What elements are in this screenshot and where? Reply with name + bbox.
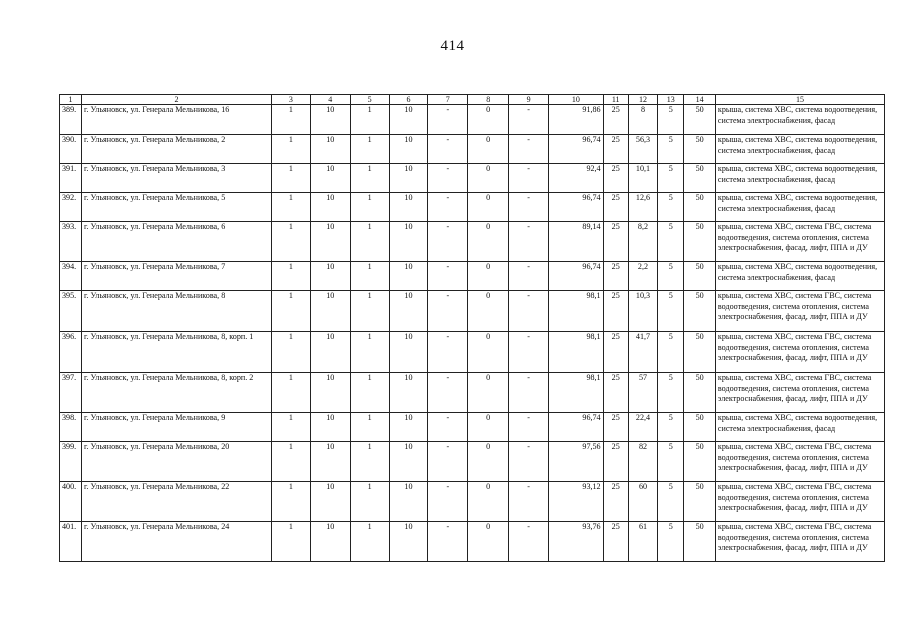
value-cell: 1 (272, 413, 311, 442)
value-cell: 93,12 (549, 482, 604, 522)
table-row (60, 332, 885, 373)
works-list-cell: крыша, система ХВС, система ГВС, система водоотведения, система отопления, система электроснабжения, фасад, лифт, ППА и ДУ (715, 291, 884, 332)
row-number: 397. (60, 373, 82, 413)
value-cell: 91,86 (549, 105, 604, 135)
value-cell: - (428, 373, 468, 413)
value-cell: 96,74 (549, 135, 604, 164)
value-cell: 98,1 (549, 373, 604, 413)
col-header: 6 (389, 95, 428, 105)
works-list-cell: крыша, система ХВС, система ГВС, система водоотведения, система отопления, система электроснабжения, фасад, лифт, ППА и ДУ (715, 482, 884, 522)
table-row (60, 193, 885, 222)
value-cell: 5 (658, 291, 684, 332)
value-cell: 1 (272, 222, 311, 262)
value-cell: 50 (684, 222, 715, 262)
table-row (60, 262, 885, 291)
row-number: 389. (60, 105, 82, 135)
value-cell: 0 (468, 332, 509, 373)
value-cell: 10 (310, 442, 350, 482)
header-row (60, 95, 885, 105)
value-cell: 10 (389, 332, 428, 373)
value-cell: 1 (350, 222, 389, 262)
value-cell: - (509, 222, 549, 262)
value-cell: 5 (658, 135, 684, 164)
works-list-cell: крыша, система ХВС, система ГВС, система водоотведения, система отопления, система электроснабжения, фасад, лифт, ППА и ДУ (715, 522, 884, 562)
value-cell: 50 (684, 373, 715, 413)
value-cell: 50 (684, 413, 715, 442)
value-cell: 25 (603, 262, 628, 291)
value-cell: - (428, 522, 468, 562)
value-cell: 0 (468, 222, 509, 262)
col-header: 3 (272, 95, 311, 105)
value-cell: 10 (310, 164, 350, 193)
value-cell: 10 (389, 222, 428, 262)
value-cell: - (509, 332, 549, 373)
col-header: 4 (310, 95, 350, 105)
value-cell: 8,2 (628, 222, 657, 262)
col-header: 8 (468, 95, 509, 105)
value-cell: - (428, 442, 468, 482)
value-cell: 1 (350, 164, 389, 193)
address-cell: г. Ульяновск, ул. Генерала Мельникова, 7 (82, 262, 272, 291)
row-number: 391. (60, 164, 82, 193)
value-cell: - (428, 413, 468, 442)
value-cell: 0 (468, 105, 509, 135)
address-cell: г. Ульяновск, ул. Генерала Мельникова, 6 (82, 222, 272, 262)
col-header: 15 (715, 95, 884, 105)
value-cell: 5 (658, 262, 684, 291)
value-cell: 12,6 (628, 193, 657, 222)
value-cell: 50 (684, 105, 715, 135)
value-cell: 2,2 (628, 262, 657, 291)
value-cell: 1 (350, 105, 389, 135)
value-cell: 50 (684, 522, 715, 562)
address-cell: г. Ульяновск, ул. Генерала Мельникова, 9 (82, 413, 272, 442)
value-cell: 25 (603, 332, 628, 373)
address-cell: г. Ульяновск, ул. Генерала Мельникова, 16 (82, 105, 272, 135)
col-header: 7 (428, 95, 468, 105)
value-cell: 96,74 (549, 193, 604, 222)
address-cell: г. Ульяновск, ул. Генерала Мельникова, 2 (82, 135, 272, 164)
works-list-cell: крыша, система ХВС, система водоотведения, система электроснабжения, фасад (715, 413, 884, 442)
value-cell: - (509, 291, 549, 332)
value-cell: 10 (310, 413, 350, 442)
value-cell: 1 (350, 135, 389, 164)
value-cell: - (428, 135, 468, 164)
value-cell: 41,7 (628, 332, 657, 373)
value-cell: 10 (310, 193, 350, 222)
value-cell: 1 (272, 164, 311, 193)
value-cell: 89,14 (549, 222, 604, 262)
value-cell: 25 (603, 193, 628, 222)
row-number: 400. (60, 482, 82, 522)
value-cell: - (428, 482, 468, 522)
address-cell: г. Ульяновск, ул. Генерала Мельникова, 3 (82, 164, 272, 193)
value-cell: 25 (603, 291, 628, 332)
col-header: 11 (603, 95, 628, 105)
value-cell: - (428, 193, 468, 222)
value-cell: 1 (272, 522, 311, 562)
col-header: 9 (509, 95, 549, 105)
works-list-cell: крыша, система ХВС, система ГВС, система водоотведения, система отопления, система электроснабжения, фасад, лифт, ППА и ДУ (715, 442, 884, 482)
value-cell: 10 (310, 262, 350, 291)
value-cell: - (509, 442, 549, 482)
table-row (60, 222, 885, 262)
value-cell: - (428, 164, 468, 193)
row-number: 398. (60, 413, 82, 442)
value-cell: 8 (628, 105, 657, 135)
value-cell: 0 (468, 262, 509, 291)
value-cell: - (428, 222, 468, 262)
value-cell: 1 (272, 135, 311, 164)
value-cell: 10 (389, 262, 428, 291)
value-cell: 96,74 (549, 413, 604, 442)
value-cell: 25 (603, 222, 628, 262)
value-cell: 25 (603, 413, 628, 442)
works-list-cell: крыша, система ХВС, система ГВС, система водоотведения, система отопления, система электроснабжения, фасад, лифт, ППА и ДУ (715, 373, 884, 413)
value-cell: 1 (350, 193, 389, 222)
col-header: 14 (684, 95, 715, 105)
value-cell: 10 (389, 413, 428, 442)
value-cell: 1 (272, 105, 311, 135)
row-number: 399. (60, 442, 82, 482)
value-cell: 25 (603, 482, 628, 522)
value-cell: 5 (658, 373, 684, 413)
value-cell: - (509, 193, 549, 222)
value-cell: - (509, 262, 549, 291)
value-cell: - (509, 373, 549, 413)
row-number: 393. (60, 222, 82, 262)
value-cell: 25 (603, 135, 628, 164)
works-list-cell: крыша, система ХВС, система водоотведения, система электроснабжения, фасад (715, 105, 884, 135)
col-header: 13 (658, 95, 684, 105)
table-row (60, 164, 885, 193)
row-number: 395. (60, 291, 82, 332)
value-cell: 1 (350, 413, 389, 442)
value-cell: 50 (684, 332, 715, 373)
value-cell: - (509, 105, 549, 135)
value-cell: - (428, 262, 468, 291)
value-cell: 1 (350, 373, 389, 413)
value-cell: 60 (628, 482, 657, 522)
value-cell: 92,4 (549, 164, 604, 193)
col-header: 12 (628, 95, 657, 105)
value-cell: - (428, 105, 468, 135)
table-row (60, 291, 885, 332)
value-cell: 56,3 (628, 135, 657, 164)
value-cell: 10 (389, 164, 428, 193)
row-number: 401. (60, 522, 82, 562)
value-cell: 57 (628, 373, 657, 413)
value-cell: 25 (603, 164, 628, 193)
address-cell: г. Ульяновск, ул. Генерала Мельникова, 20 (82, 442, 272, 482)
value-cell: 0 (468, 135, 509, 164)
works-list-cell: крыша, система ХВС, система ГВС, система водоотведения, система отопления, система электроснабжения, фасад, лифт, ППА и ДУ (715, 222, 884, 262)
value-cell: 50 (684, 482, 715, 522)
row-number: 392. (60, 193, 82, 222)
table-row (60, 373, 885, 413)
value-cell: 10 (389, 522, 428, 562)
value-cell: 10 (310, 105, 350, 135)
value-cell: 10,1 (628, 164, 657, 193)
registry-table (59, 94, 885, 562)
value-cell: 10 (389, 373, 428, 413)
value-cell: 5 (658, 105, 684, 135)
value-cell: 10 (310, 482, 350, 522)
value-cell: - (509, 482, 549, 522)
value-cell: 1 (272, 373, 311, 413)
value-cell: 10 (310, 522, 350, 562)
value-cell: 25 (603, 373, 628, 413)
value-cell: 5 (658, 413, 684, 442)
value-cell: 1 (272, 442, 311, 482)
address-cell: г. Ульяновск, ул. Генерала Мельникова, 5 (82, 193, 272, 222)
value-cell: 25 (603, 442, 628, 482)
value-cell: 1 (272, 291, 311, 332)
value-cell: 0 (468, 193, 509, 222)
value-cell: 10 (389, 193, 428, 222)
table-body (60, 105, 885, 562)
value-cell: 0 (468, 442, 509, 482)
value-cell: 10 (310, 291, 350, 332)
value-cell: 50 (684, 442, 715, 482)
value-cell: - (509, 413, 549, 442)
value-cell: - (509, 135, 549, 164)
value-cell: 1 (350, 291, 389, 332)
value-cell: 98,1 (549, 291, 604, 332)
value-cell: 1 (272, 332, 311, 373)
value-cell: - (428, 291, 468, 332)
address-cell: г. Ульяновск, ул. Генерала Мельникова, 8 (82, 291, 272, 332)
col-header: 2 (82, 95, 272, 105)
value-cell: 50 (684, 193, 715, 222)
value-cell: 0 (468, 482, 509, 522)
works-list-cell: крыша, система ХВС, система водоотведения, система электроснабжения, фасад (715, 135, 884, 164)
value-cell: 1 (350, 262, 389, 291)
page-number: 414 (440, 38, 465, 54)
value-cell: 5 (658, 164, 684, 193)
col-header: 5 (350, 95, 389, 105)
table-row (60, 442, 885, 482)
value-cell: 1 (350, 482, 389, 522)
value-cell: 10 (389, 291, 428, 332)
value-cell: 10 (310, 222, 350, 262)
value-cell: 5 (658, 522, 684, 562)
row-number: 396. (60, 332, 82, 373)
value-cell: 25 (603, 105, 628, 135)
value-cell: 10 (389, 135, 428, 164)
value-cell: 1 (350, 332, 389, 373)
value-cell: 82 (628, 442, 657, 482)
value-cell: 25 (603, 522, 628, 562)
row-number: 390. (60, 135, 82, 164)
table-row (60, 105, 885, 135)
value-cell: 50 (684, 291, 715, 332)
value-cell: 0 (468, 164, 509, 193)
value-cell: 22,4 (628, 413, 657, 442)
value-cell: 1 (350, 442, 389, 482)
value-cell: 10 (389, 442, 428, 482)
value-cell: 96,74 (549, 262, 604, 291)
value-cell: 0 (468, 291, 509, 332)
address-cell: г. Ульяновск, ул. Генерала Мельникова, 22 (82, 482, 272, 522)
value-cell: 10 (389, 105, 428, 135)
address-cell: г. Ульяновск, ул. Генерала Мельникова, 8, корп. 1 (82, 332, 272, 373)
value-cell: 93,76 (549, 522, 604, 562)
value-cell: 50 (684, 164, 715, 193)
table-row (60, 482, 885, 522)
value-cell: 5 (658, 193, 684, 222)
value-cell: 0 (468, 413, 509, 442)
works-list-cell: крыша, система ХВС, система водоотведения, система электроснабжения, фасад (715, 262, 884, 291)
value-cell: 10 (310, 135, 350, 164)
value-cell: 5 (658, 442, 684, 482)
table-row (60, 413, 885, 442)
value-cell: 5 (658, 222, 684, 262)
works-list-cell: крыша, система ХВС, система ГВС, система водоотведения, система отопления, система электроснабжения, фасад, лифт, ППА и ДУ (715, 332, 884, 373)
table-row (60, 135, 885, 164)
works-list-cell: крыша, система ХВС, система водоотведения, система электроснабжения, фасад (715, 164, 884, 193)
value-cell: 1 (350, 522, 389, 562)
value-cell: 5 (658, 332, 684, 373)
row-number: 394. (60, 262, 82, 291)
value-cell: 98,1 (549, 332, 604, 373)
value-cell: 10,3 (628, 291, 657, 332)
value-cell: 50 (684, 135, 715, 164)
col-header: 1 (60, 95, 82, 105)
value-cell: 5 (658, 482, 684, 522)
value-cell: 1 (272, 193, 311, 222)
col-header: 10 (549, 95, 604, 105)
value-cell: 10 (310, 373, 350, 413)
value-cell: 0 (468, 522, 509, 562)
value-cell: 10 (389, 482, 428, 522)
value-cell: 0 (468, 373, 509, 413)
address-cell: г. Ульяновск, ул. Генерала Мельникова, 8, корп. 2 (82, 373, 272, 413)
value-cell: 97,56 (549, 442, 604, 482)
address-cell: г. Ульяновск, ул. Генерала Мельникова, 24 (82, 522, 272, 562)
table-row (60, 522, 885, 562)
value-cell: - (509, 522, 549, 562)
value-cell: 1 (272, 262, 311, 291)
value-cell: 10 (310, 332, 350, 373)
value-cell: 50 (684, 262, 715, 291)
value-cell: - (428, 332, 468, 373)
value-cell: 1 (272, 482, 311, 522)
value-cell: - (509, 164, 549, 193)
value-cell: 61 (628, 522, 657, 562)
works-list-cell: крыша, система ХВС, система водоотведения, система электроснабжения, фасад (715, 193, 884, 222)
